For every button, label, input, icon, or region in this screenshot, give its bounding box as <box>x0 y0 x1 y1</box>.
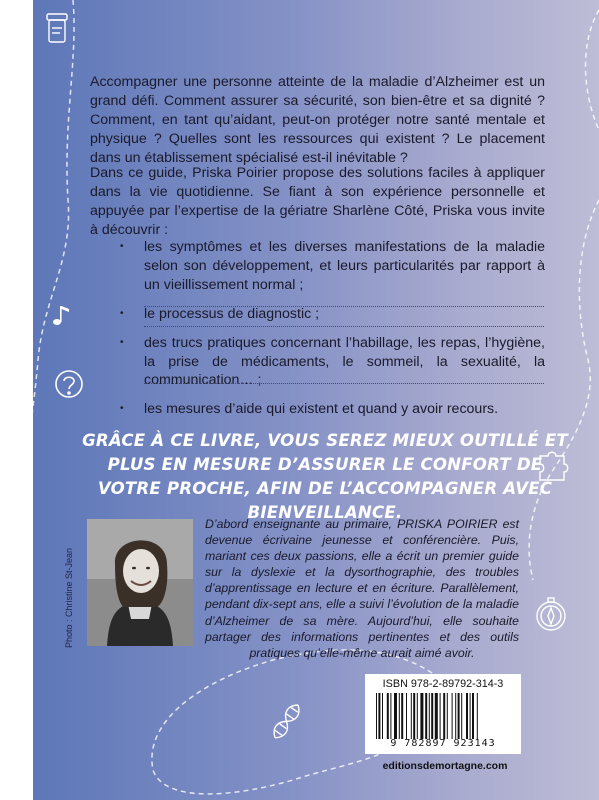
barcode-bar <box>411 693 412 739</box>
barcode-bar <box>382 693 383 739</box>
photo-credit: Photo : Christine St-Jean <box>64 547 74 648</box>
publisher-website: editionsdemortagne.com <box>382 760 508 772</box>
barcode-bar <box>390 693 391 739</box>
guide-paragraph: Dans ce guide, Priska Poirier propose des solutions faciles à appliquer dans la vie quotidienne. Se fiant à son expérience personnelle et appuyée par l’expertise de la gériatre Sharlène Côté, Priska vous invite à découvrir : <box>90 165 545 238</box>
dashed-path-decoration <box>33 0 74 520</box>
list-item-text: des trucs pratiques concernant l’habillage, les repas, l’hygiène, la prise de médicaments, le sommeil, la sexualité, la communication… ; <box>144 334 545 389</box>
barcode-bar <box>472 693 474 739</box>
list-divider <box>144 326 544 327</box>
barcode-bar <box>425 693 427 739</box>
list-item <box>90 334 545 391</box>
dashed-path-decoration <box>586 10 599 130</box>
barcode-box <box>365 674 521 754</box>
bullet-glyph: • <box>120 403 124 415</box>
list-item <box>90 238 545 295</box>
list-item <box>90 305 545 324</box>
music-note-icon <box>53 306 69 325</box>
pill-bottle-icon <box>47 14 67 42</box>
barcode-bar <box>470 693 471 739</box>
author-bio: D’abord enseignante au primaire, PRISKA POIRIER est devenue écrivaine jeunesse et conférencière. Puis, mariant ces deux passions, elle a écrit un premier guide sur la dyslexie et la dysorthographie, des troubles d’apprentissage en lecture et en écriture. Parallèlement, pendant dix-sept ans, elle a suivi l’évolution de la maladie d’Alzheimer de sa mère. Aujourd’hui, elle souhaite partager des informations pertinentes et des outils pratiques qu’elle-même aurait aimé avoir. <box>205 517 519 660</box>
isbn: ISBN 978-2-89792-314-3 <box>382 678 504 690</box>
bullet-glyph: • <box>120 336 124 348</box>
compass-icon <box>537 598 565 630</box>
barcode-bar <box>376 693 377 739</box>
barcode-bar <box>477 693 478 739</box>
barcode <box>374 693 512 739</box>
list-item <box>90 400 545 419</box>
list-divider <box>144 306 544 307</box>
barcode-bar <box>401 693 403 739</box>
barcode-bar <box>458 693 460 739</box>
barcode-bar <box>443 693 445 739</box>
barcode-digits: 9 782897 923143 <box>390 738 496 749</box>
barcode-bar <box>417 693 418 739</box>
bullet-glyph: • <box>120 307 124 319</box>
barcode-bar <box>455 693 456 739</box>
intro-paragraph: Accompagner une personne atteinte de la maladie d’Alzheimer est un grand défi. Comment assurer sa sécurité, son bien-être et sa dignité ? Comment, en tant qu’aidant, peut-on protéger notre santé mentale et physique ? Quelles sont les ressources qui existent ? Le placement dans un établissement spécialisé est-il inévitable ? <box>90 74 545 166</box>
barcode-bar <box>440 693 441 739</box>
list-item-text: les mesures d’aide qui existent et quand y avoir recours. <box>144 401 499 418</box>
barcode-bar <box>406 693 407 739</box>
topics-list <box>90 238 545 429</box>
barcode-bar <box>461 693 462 739</box>
list-item-text: les symptômes et les diverses manifestations de la maladie selon son développement, et leurs particularités par rapport à un vieillissement normal ; <box>144 239 545 293</box>
bullet-glyph: • <box>120 241 124 252</box>
barcode-bar <box>435 693 438 739</box>
barcode-bar <box>429 693 430 739</box>
list-divider <box>144 383 544 384</box>
barcode-bar <box>387 693 389 739</box>
barcode-bar <box>447 693 448 739</box>
back-cover <box>33 0 599 800</box>
barcode-bar <box>394 693 397 739</box>
barcode-bar <box>466 693 468 739</box>
barcode-bar <box>452 693 453 739</box>
barcode-bar <box>399 693 400 739</box>
dna-icon <box>270 702 303 742</box>
question-mark-icon <box>56 371 82 397</box>
barcode-bar <box>431 693 433 739</box>
headline: GRÂCE À CE LIVRE, VOUS SEREZ MIEUX OUTILLÉ ET PLUS EN MESURE D’ASSURER LE CONFORT DE VOTRE PROCHE, AFIN DE L’ACCOMPAGNER AVEC BIENVEILLANCE. <box>82 431 568 522</box>
barcode-bar <box>420 693 423 739</box>
list-item-text: le processus de diagnostic ; <box>144 305 320 322</box>
author-photo <box>87 519 193 646</box>
barcode-bar <box>413 693 415 739</box>
barcode-bar <box>378 693 380 739</box>
